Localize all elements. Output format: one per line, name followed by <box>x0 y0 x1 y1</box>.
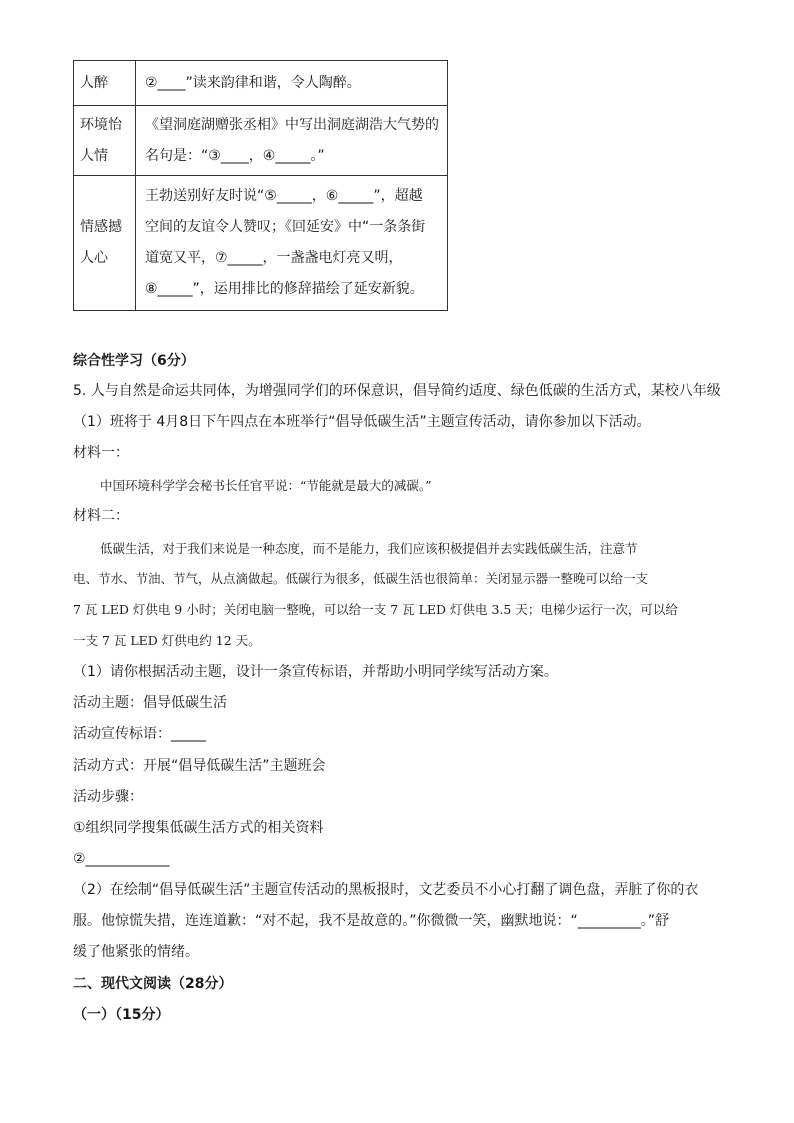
row-label: 情感撼 人心 <box>74 176 136 311</box>
row-content: ②____”读来韵律和谐，令人陶醉。 <box>136 61 448 106</box>
part2-title: 二、现代文阅读（28分） <box>73 976 233 992</box>
material2-line: 低碳生活，对于我们来说是一种态度，而不是能力，我们应该积极提倡并去实践低碳生活，注意节 <box>100 541 638 556</box>
activity-method: 活动方式：开展“倡导低碳生活”主题班会 <box>73 758 326 774</box>
row-content: 《望洞庭湖赠张丞相》中写出洞庭湖浩大气势的 名句是：“③____，④_____。” <box>136 106 448 176</box>
row-content: 王勃送别好友时说“⑤_____，⑥_____”，超越 空间的友谊令人赞叹；《回延安》中“一条条街 道宽又平，⑦_____，一盏盏电灯亮又明， ⑧_____”，运用排比的修辞描绘了延安新貌。 <box>136 176 448 311</box>
activity-step: ①组织同学搜集低碳生活方式的相关资料 <box>73 820 324 836</box>
material1-text: 中国环境科学学会秘书长任官平说：“节能就是最大的减碳。” <box>100 478 432 493</box>
material1-label: 材料一： <box>73 445 129 461</box>
table-row <box>74 176 448 311</box>
table-row <box>74 106 448 176</box>
sub-question-1: （1）请你根据活动主题，设计一条宣传标语，并帮助小明同学续写活动方案。 <box>73 664 558 680</box>
q5-intro-line: （1）班将于 4月8日下午四点在本班举行“倡导低碳生活”主题宣传活动，请你参加以下活动。 <box>73 414 651 430</box>
activity-theme: 活动主题：倡导低碳生活 <box>73 695 227 711</box>
q5-intro-line: 5. 人与自然是命运共同体，为增强同学们的环保意识，倡导简约适度、绿色低碳的生活方式，某校八年级 <box>73 383 721 399</box>
material2-line: 电、节水、节油、节气，从点滴做起。低碳行为很多，低碳生活也很简单：关闭显示器一整晚可以给一支 <box>73 571 649 586</box>
sub-question-2-line: 缓了他紧张的情绪。 <box>73 944 199 960</box>
sub-question-2-line: 服。他惊慌失措，连连道歉：“对不起，我不是故意的。”你微微一笑，幽默地说：“_________。”舒 <box>73 913 670 929</box>
sub-question-2-line: （2）在绘制“倡导低碳生活”主题宣传活动的黑板报时，文艺委员不小心打翻了调色盘，弄脏了你的衣 <box>73 882 699 898</box>
material2-line: 7 瓦 LED 灯供电 9 小时；关闭电脑一整晚，可以给一支 7 瓦 LED 灯供电 3.5 天；电梯少运行一次，可以给 <box>73 602 678 617</box>
material2-line: 一支 7 瓦 LED 灯供电约 12 天。 <box>73 633 261 648</box>
activity-steps-label: 活动步骤： <box>73 789 143 805</box>
material2-label: 材料二： <box>73 508 129 524</box>
poetry-table <box>73 60 448 311</box>
table-row <box>74 61 448 106</box>
activity-step: ②____________ <box>73 851 170 867</box>
row-label: 环境怡 人情 <box>74 106 136 176</box>
row-label: 人醉 <box>74 61 136 106</box>
part2-subtitle: （一）（15分） <box>73 1007 170 1023</box>
section-title: 综合性学习（6分） <box>73 353 195 369</box>
activity-slogan: 活动宣传标语：_____ <box>73 726 206 742</box>
